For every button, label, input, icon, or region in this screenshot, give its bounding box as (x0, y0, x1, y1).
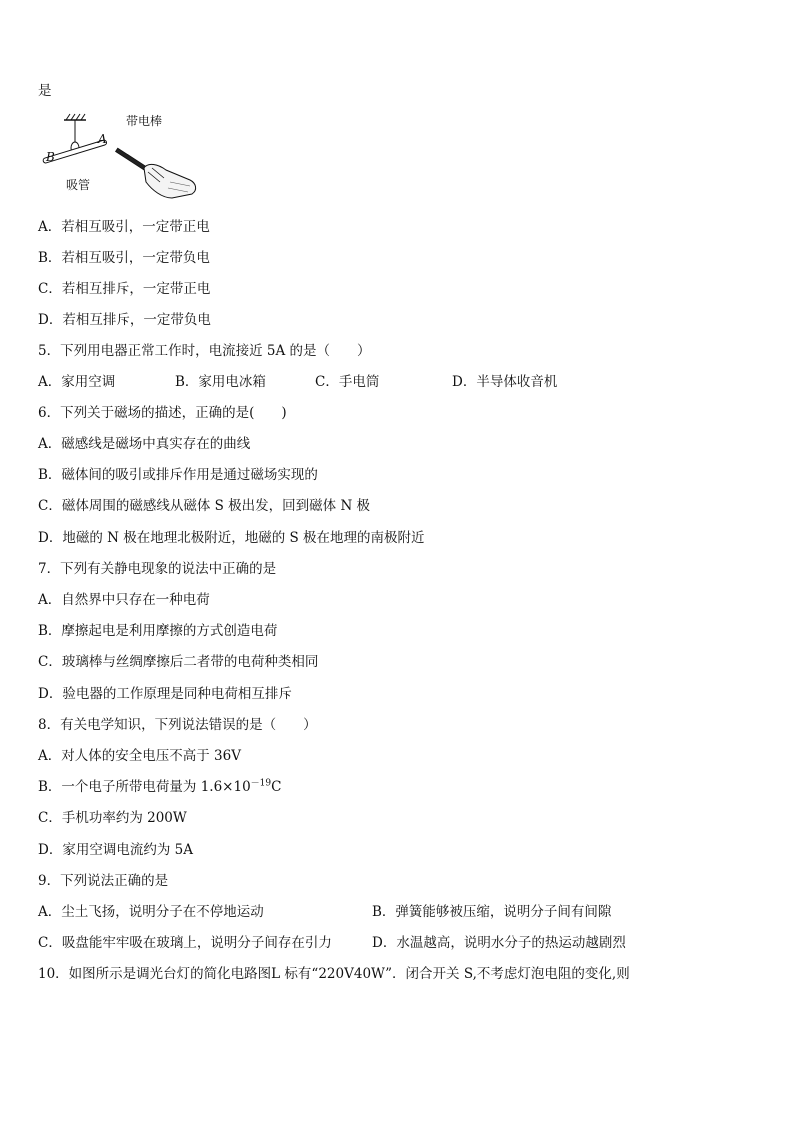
q7-option-c: C．玻璃棒与丝绸摩擦后二者带的电荷种类相同 (38, 654, 319, 670)
q6-stem: 6．下列关于磁场的描述，正确的是( ) (38, 405, 287, 421)
q4-option-a: A．若相互吸引，一定带正电 (38, 219, 210, 235)
q9-option-c: C．吸盘能牢牢吸在玻璃上，说明分子间存在引力 (38, 935, 332, 951)
q9-option-d: D．水温越高，说明水分子的热运动越剧烈 (372, 935, 626, 951)
q6-option-d: D．地磁的 N 极在地理北极附近，地磁的 S 极在地理的南极附近 (38, 530, 425, 546)
q8-option-d: D．家用空调电流约为 5A (38, 842, 193, 858)
q7-stem: 7．下列有关静电现象的说法中正确的是 (38, 561, 277, 577)
label-straw: 吸管 (66, 178, 91, 192)
q6-option-a: A．磁感线是磁场中真实存在的曲线 (38, 436, 251, 452)
q9-stem: 9．下列说法正确的是 (38, 873, 169, 889)
q9-option-a: A．尘土飞扬，说明分子在不停地运动 (38, 904, 264, 920)
q5-stem: 5．下列用电器正常工作时，电流接近 5A 的是（ ） (38, 343, 371, 359)
q8-option-b (38, 778, 281, 796)
q8-stem: 8．有关电学知识，下列说法错误的是（ ） (38, 717, 317, 733)
q4-option-d: D．若相互排斥，一定带负电 (38, 312, 211, 328)
q5-option-b: B．家用电冰箱 (175, 374, 266, 390)
q9-option-b: B．弹簧能够被压缩，说明分子间有间隙 (372, 904, 612, 920)
label-end-a: A (98, 132, 107, 146)
q6-option-c: C．磁体周围的磁感线从磁体 S 极出发，回到磁体 N 极 (38, 498, 371, 514)
q8-option-b-unit: C (271, 779, 282, 795)
q5-option-d: D．半导体收音机 (452, 374, 558, 390)
label-charged-rod: 带电棒 (126, 114, 163, 128)
q6-option-b: B．磁体间的吸引或排斥作用是通过磁场实现的 (38, 467, 318, 483)
label-end-b: B (46, 150, 55, 164)
q5-option-a: A．家用空调 (38, 374, 116, 390)
q10-stem: 10．如图所示是调光台灯的简化电路图L 标有“220V40W”．闭合开关 S,不考虑灯泡电阻的变化,则 (38, 966, 630, 982)
q8-option-c: C．手机功率约为 200W (38, 810, 187, 826)
q7-option-d: D．验电器的工作原理是同种电荷相互排斥 (38, 686, 292, 702)
q8-option-b-text: B．一个电子所带电荷量为 1.6×10 (38, 779, 251, 795)
q8-option-b-exponent: －19 (250, 778, 272, 789)
q7-option-a: A．自然界中只存在一种电荷 (38, 592, 210, 608)
q4-option-c: C．若相互排斥，一定带正电 (38, 281, 211, 297)
intro-text: 是 (38, 83, 52, 99)
q4-option-b: B．若相互吸引，一定带负电 (38, 250, 210, 266)
q7-option-b: B．摩擦起电是利用摩擦的方式创造电荷 (38, 623, 278, 639)
straw-rod-figure (40, 112, 205, 200)
q5-option-c: C．手电筒 (315, 374, 380, 390)
q8-option-a: A．对人体的安全电压不高于 36V (38, 748, 241, 764)
straw-rod-diagram (40, 112, 205, 200)
